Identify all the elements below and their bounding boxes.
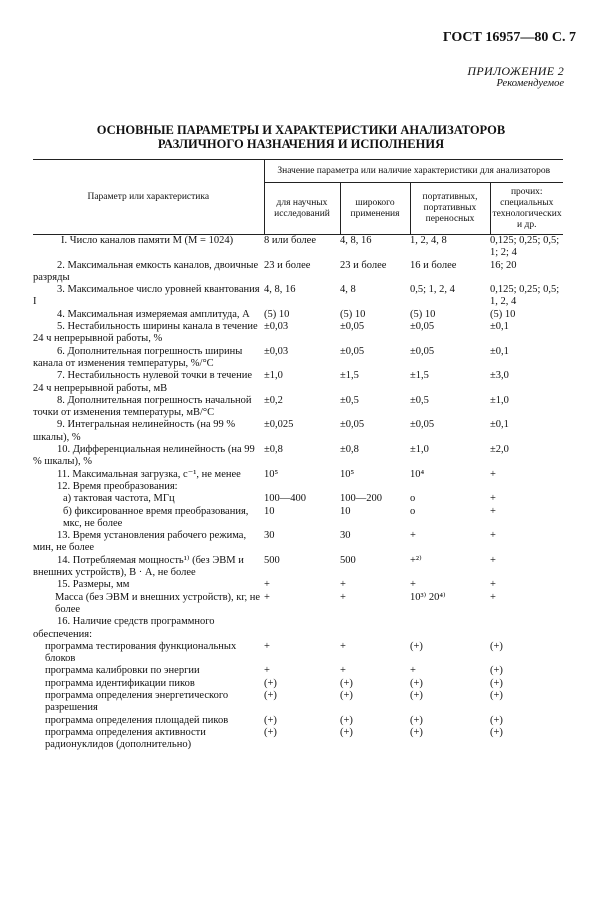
parameter-cell: 11. Максимальная загрузка, с⁻¹, не менее	[57, 468, 241, 480]
table-row	[33, 506, 563, 531]
table-row	[33, 419, 563, 444]
value-cell: +	[410, 530, 416, 542]
value-cell: +	[340, 665, 346, 677]
parameter-cell: I. Число каналов памяти M (M = 1024)	[61, 235, 234, 246]
value-cell: (+)	[490, 689, 503, 701]
table-row	[33, 321, 563, 346]
value-cell: ±1,0	[264, 370, 283, 382]
value-cell: ±1,0	[490, 394, 509, 406]
value-cell: (+)	[490, 677, 503, 689]
value-cell: +	[490, 591, 496, 603]
value-cell: ±0,2	[264, 394, 283, 406]
value-cell: 4, 8, 16	[264, 284, 296, 296]
value-cell: ±0,05	[410, 321, 435, 333]
value-cell: о	[410, 493, 416, 505]
table-row	[33, 616, 563, 641]
value-cell: ±0,5	[410, 394, 429, 406]
column-header-other: прочих: специальных технологических и др.	[490, 183, 563, 235]
value-cell: +	[340, 640, 346, 652]
value-cell: (+)	[340, 714, 353, 726]
table-row	[33, 592, 563, 617]
value-cell: ±1,5	[410, 370, 429, 382]
value-cell: 10⁵	[264, 468, 279, 480]
value-cell: (+)	[490, 726, 503, 738]
value-cell: ±2,0	[490, 444, 509, 456]
parameter-cell: 8. Дополнительная погрешность начальной точки от изменения температуры, мВ/°С	[33, 394, 252, 419]
value-cell: 23 и более	[264, 259, 311, 271]
value-cell	[410, 616, 490, 641]
value-cell: 23 и более	[340, 259, 387, 271]
value-cell: 0,5; 1, 2, 4	[410, 284, 455, 296]
table-row	[33, 530, 563, 555]
value-cell: +	[264, 640, 270, 652]
parameter-cell: программа определения площадей пиков	[45, 714, 229, 726]
value-cell	[490, 481, 563, 493]
value-cell: +	[490, 530, 496, 542]
value-cell: ±0,03	[264, 345, 289, 357]
value-cell: +	[490, 505, 496, 517]
value-cell: ±0,025	[264, 419, 294, 431]
value-cell: ±0,05	[340, 345, 365, 357]
value-cell: ±0,5	[340, 394, 359, 406]
value-cell	[340, 481, 410, 493]
value-cell: (5) 10	[264, 308, 290, 320]
value-cell: 4, 8, 16	[340, 235, 372, 246]
value-cell: (5) 10	[410, 308, 436, 320]
table-row	[33, 444, 563, 469]
document-title-line1: ОСНОВНЫЕ ПАРАМЕТРЫ И ХАРАКТЕРИСТИКИ АНАЛИЗАТОРОВ	[96, 123, 506, 137]
parameter-cell: 7. Нестабильность нулевой точки в течение 24 ч непрерывной работы, мВ	[33, 370, 252, 394]
value-cell: (+)	[490, 665, 503, 677]
parameter-cell: 3. Максимальное число уровней квантования I	[33, 284, 260, 308]
value-cell: (+)	[490, 640, 503, 652]
value-cell: 10	[264, 505, 275, 517]
value-cell	[410, 481, 490, 493]
parameter-cell: 12. Время преобразования:	[57, 480, 178, 492]
table-row	[33, 346, 563, 371]
value-cell: ±1,0	[410, 444, 429, 456]
document-title-line2: РАЗЛИЧНОГО НАЗНАЧЕНИЯ И ИСПОЛНЕНИЯ	[157, 137, 445, 151]
value-cell: 16 и более	[410, 259, 457, 271]
table-row	[33, 370, 563, 395]
value-cell: ±0,03	[264, 321, 289, 333]
value-cell: (+)	[264, 726, 277, 738]
column-header-parameter: Параметр или характеристика	[33, 160, 264, 235]
value-cell: ±0,05	[340, 321, 365, 333]
value-cell: 1, 2, 4, 8	[410, 235, 447, 246]
value-cell: (+)	[410, 677, 423, 689]
value-cell	[340, 616, 410, 641]
parameter-cell: программа определения энергетического разрешения	[45, 689, 229, 714]
value-cell: (+)	[340, 689, 353, 701]
value-cell: (+)	[264, 677, 277, 689]
column-header-wide-use: широкого применения	[340, 183, 410, 235]
value-cell: +²⁾	[410, 554, 422, 566]
table-row	[33, 395, 563, 420]
table-row	[33, 493, 563, 505]
value-cell: (5) 10	[340, 308, 366, 320]
recommended-label: Рекомендуемое	[496, 78, 564, 89]
value-cell: +	[490, 579, 496, 591]
value-cell: +	[264, 665, 270, 677]
value-cell: ±3,0	[490, 370, 509, 382]
value-cell: 500	[264, 554, 280, 566]
table-row	[33, 309, 563, 321]
parameter-cell: программа идентификации пиков	[45, 677, 195, 689]
parameter-cell: 15. Размеры, мм	[57, 579, 130, 591]
value-cell: (+)	[410, 726, 423, 738]
value-cell: +	[490, 468, 496, 480]
parameter-cell: 6. Дополнительная погрешность ширины канала от изменения температуры, %/°С	[33, 345, 243, 369]
parameter-cell: 9. Интегральная нелинейность (на 99 % шкалы), %	[33, 419, 236, 443]
table-row	[33, 284, 563, 309]
parameter-cell: 5. Нестабильность ширины канала в течение 24 ч непрерывной работы, %	[33, 321, 258, 345]
table-row	[33, 665, 563, 677]
parameter-cell: 13. Время установления рабочего режима, мин, не более	[33, 530, 247, 554]
value-cell: (+)	[264, 714, 277, 726]
value-cell: 30	[340, 530, 351, 542]
value-cell: о	[410, 505, 416, 517]
value-cell: 500	[340, 554, 356, 566]
value-cell: 100—200	[340, 493, 382, 505]
value-cell: ±0,8	[340, 444, 359, 456]
table-row	[33, 469, 563, 481]
parameter-cell: программа тестирования функциональных блоков	[45, 640, 237, 665]
value-cell: (+)	[264, 689, 277, 701]
table-body	[33, 235, 563, 752]
value-cell: 10	[340, 505, 351, 517]
column-header-research: для научных исследований	[264, 183, 340, 235]
value-cell: +	[490, 493, 496, 505]
value-cell	[490, 616, 563, 641]
value-cell: +	[410, 579, 416, 591]
value-cell: +	[264, 579, 270, 591]
value-cell: (5) 10	[490, 308, 516, 320]
value-cell: ±0,05	[340, 419, 365, 431]
table-row	[33, 260, 563, 285]
value-cell: ±0,05	[410, 345, 435, 357]
value-cell: +	[340, 591, 346, 603]
value-cell: ±0,1	[490, 419, 509, 431]
appendix-label: ПРИЛОЖЕНИЕ 2	[467, 64, 564, 78]
value-cell: +	[410, 665, 416, 677]
table-row	[33, 555, 563, 580]
value-cell: ±0,05	[410, 419, 435, 431]
value-cell: +	[490, 554, 496, 566]
value-cell: 0,125; 0,25; 0,5; 1; 2; 4	[490, 235, 560, 259]
value-cell: +	[264, 591, 270, 603]
parameters-table	[33, 159, 563, 751]
value-cell: ±0,8	[264, 444, 283, 456]
value-cell	[264, 616, 340, 641]
table-row	[33, 690, 563, 715]
parameter-cell: 2. Максимальная емкость каналов, двоичные разряды	[33, 259, 259, 283]
value-cell: 30	[264, 530, 275, 542]
value-cell: (+)	[410, 689, 423, 701]
table-row	[33, 641, 563, 666]
table-row	[33, 727, 563, 752]
value-cell: ±0,1	[490, 321, 509, 333]
value-cell: 0,125; 0,25; 0,5; 1, 2, 4	[490, 284, 560, 308]
value-cell: (+)	[340, 726, 353, 738]
column-header-portable: портативных, портативных переносных	[410, 183, 490, 235]
value-cell	[264, 481, 340, 493]
value-cell: 4, 8	[340, 284, 356, 296]
table-row	[33, 678, 563, 690]
value-cell: (+)	[490, 714, 503, 726]
value-cell: (+)	[410, 714, 423, 726]
parameter-cell: 14. Потребляемая мощность¹⁾ (без ЭВМ и внешних устройств), В · А, не более	[33, 554, 244, 579]
parameter-cell: 10. Дифференциальная нелинейность (на 99 % шкалы), %	[33, 444, 255, 468]
column-group-header: Значение параметра или наличие характеристики для анализаторов	[264, 160, 563, 183]
table-row	[33, 579, 563, 591]
parameter-cell: программа калибровки по энергии	[45, 665, 200, 677]
parameter-cell: 4. Максимальная измеряемая амплитуда, A	[57, 308, 250, 320]
table-row	[33, 235, 563, 260]
value-cell: (+)	[410, 640, 423, 652]
value-cell: (+)	[340, 677, 353, 689]
parameter-cell: Масса (без ЭВМ и внешних устройств), кг, не более	[55, 591, 261, 615]
value-cell: ±1,5	[340, 370, 359, 382]
value-cell: ±0,1	[490, 345, 509, 357]
parameter-cell: а) тактовая частота, МГц	[63, 493, 175, 505]
value-cell: 16; 20	[490, 259, 517, 271]
parameter-cell: б) фиксированное время преобразования, мкс, не более	[63, 505, 249, 529]
table-row	[33, 715, 563, 727]
value-cell: 10⁵	[340, 468, 355, 480]
parameter-cell: 16. Наличие средств программного обеспечения:	[33, 616, 215, 640]
value-cell: 100—400	[264, 493, 306, 505]
value-cell: 10⁴	[410, 468, 425, 480]
value-cell: 8 или более	[264, 235, 316, 246]
parameter-cell: программа определения активности радионуклидов (дополнительно)	[45, 726, 206, 751]
table-row	[33, 481, 563, 493]
value-cell: 10³⁾ 20⁴⁾	[410, 591, 446, 603]
value-cell: +	[340, 579, 346, 591]
gost-code: ГОСТ 16957—80 С. 7	[442, 30, 576, 45]
